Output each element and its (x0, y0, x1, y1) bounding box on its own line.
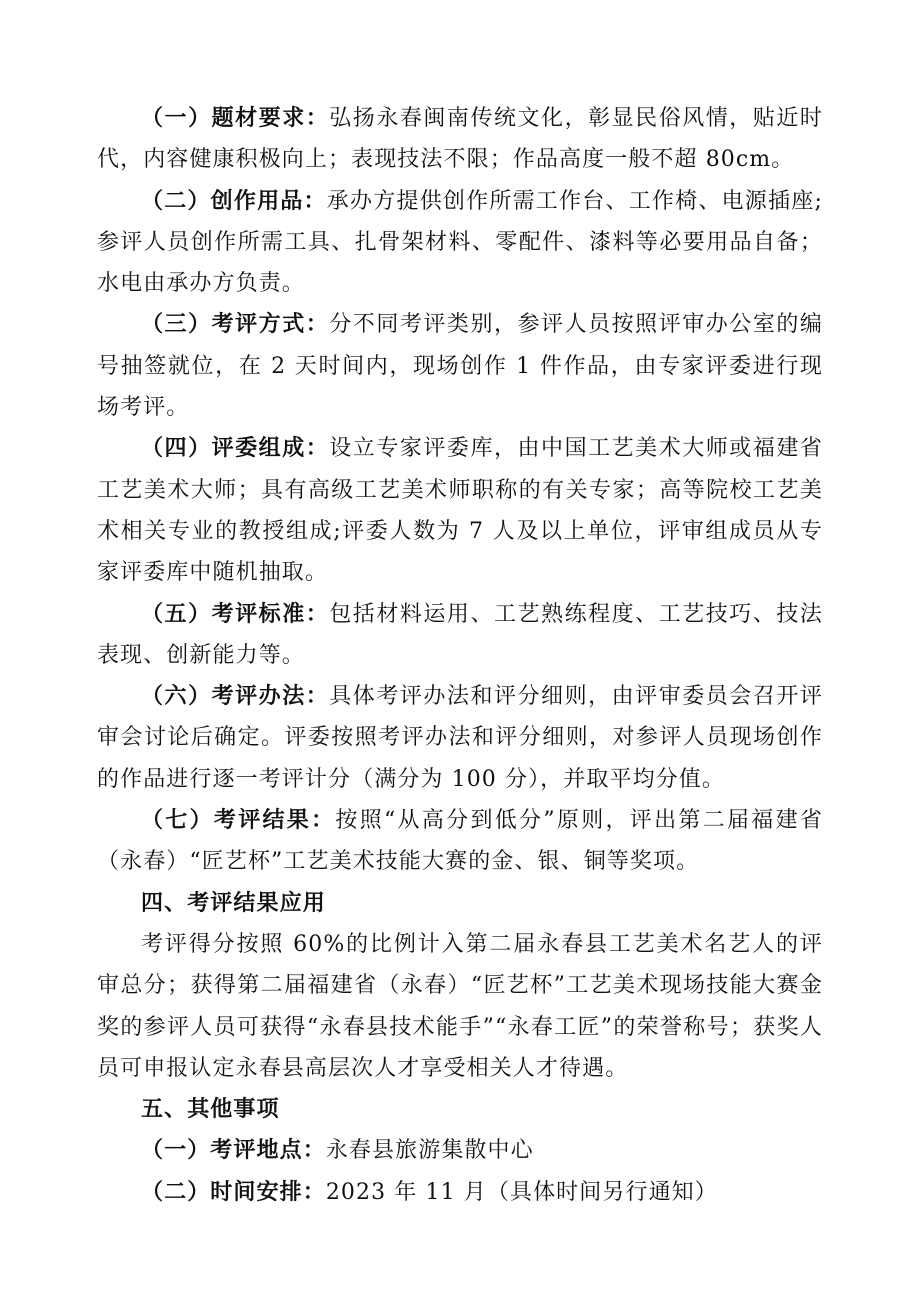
paragraph-text: 具体考评办法和评分细则，由评审委员会召开评审会讨论后确定。评委按照考评办法和评分细则，对参评人员现场创作的作品进行逐一考评计分（满分为 100 分），并取平均分值。 (97, 684, 823, 792)
paragraph-result-application: 考评得分按照 60%的比例计入第二届永春县工艺美术名艺人的评审总分；获得第二届福建省（永春）“匠艺杯”工艺美术现场技能大赛金奖的参评人员可获得“永春县技术能手”“永春工匠”的荣誉称号；获奖人员可申报认定永春县高层次人才享受相关人才待遇。 (97, 931, 823, 1081)
paragraph-text: 承办方提供创作所需工作台、工作椅、电源插座;参评人员创作所需工具、扎骨架材料、零配件、漆料等必要用品自备；水电由承办方负责。 (97, 188, 823, 297)
paragraph-label: （二）时间安排： (141, 1178, 326, 1205)
paragraph-evaluation-criteria (97, 594, 823, 677)
paragraph-evaluation-location (97, 1130, 823, 1171)
paragraph-label: （三）考评方式： (141, 311, 330, 338)
paragraph-label: （二）创作用品： (141, 187, 327, 214)
paragraph-text: 弘扬永春闽南传统文化，彰显民俗风情，贴近时代，内容健康积极向上；表现技法不限；作品高度一般不超 80cm。 (97, 106, 823, 173)
paragraph-label: （五）考评标准： (141, 600, 330, 627)
section-heading-other-matters: 五、其他事项 (141, 1096, 280, 1123)
paragraph-topic-requirements (97, 98, 823, 181)
paragraph-label: （一）题材要求： (141, 105, 330, 131)
paragraph-judging-panel (97, 428, 823, 593)
section-heading-result-application: 四、考评结果应用 (141, 889, 326, 916)
paragraph-text: 分不同考评类别，参评人员按照评审办公室的编号抽签就位，在 2 天时间内，现场创作 1 件作品，由专家评委进行现场考评。 (97, 312, 823, 421)
paragraph-evaluation-procedure (97, 676, 823, 800)
paragraph-text: 设立专家评委库，由中国工艺美术大师或福建省工艺美术大师；具有高级工艺美术师职称的有关专家；高等院校工艺美术相关专业的教授组成;评委人数为 7 人及以上单位，评审组成员从专家评委库中随机抽取。 (97, 436, 823, 586)
paragraph-label: （七）考评结果： (141, 807, 336, 834)
paragraph-text: 永春县旅游集散中心 (325, 1138, 534, 1164)
paragraph-label: （六）考评办法： (141, 683, 330, 710)
document-body (97, 98, 823, 1213)
paragraph-text: 包括材料运用、工艺熟练程度、工艺技巧、技法表现、创新能力等。 (97, 601, 823, 668)
paragraph-evaluation-results (97, 800, 823, 883)
paragraph-label: （四）评委组成： (141, 435, 330, 462)
paragraph-creation-supplies (97, 181, 823, 305)
paragraph-evaluation-method (97, 304, 823, 428)
paragraph-time-schedule (97, 1172, 823, 1213)
paragraph-label: （一）考评地点： (141, 1137, 326, 1164)
paragraph-text: 2023 年 11 月（具体时间另行通知） (325, 1179, 718, 1205)
paragraph-text: 按照“从高分到低分”原则，评出第二届福建省（永春）“匠艺杯”工艺美术技能大赛的金、银、铜等奖项。 (97, 808, 823, 875)
